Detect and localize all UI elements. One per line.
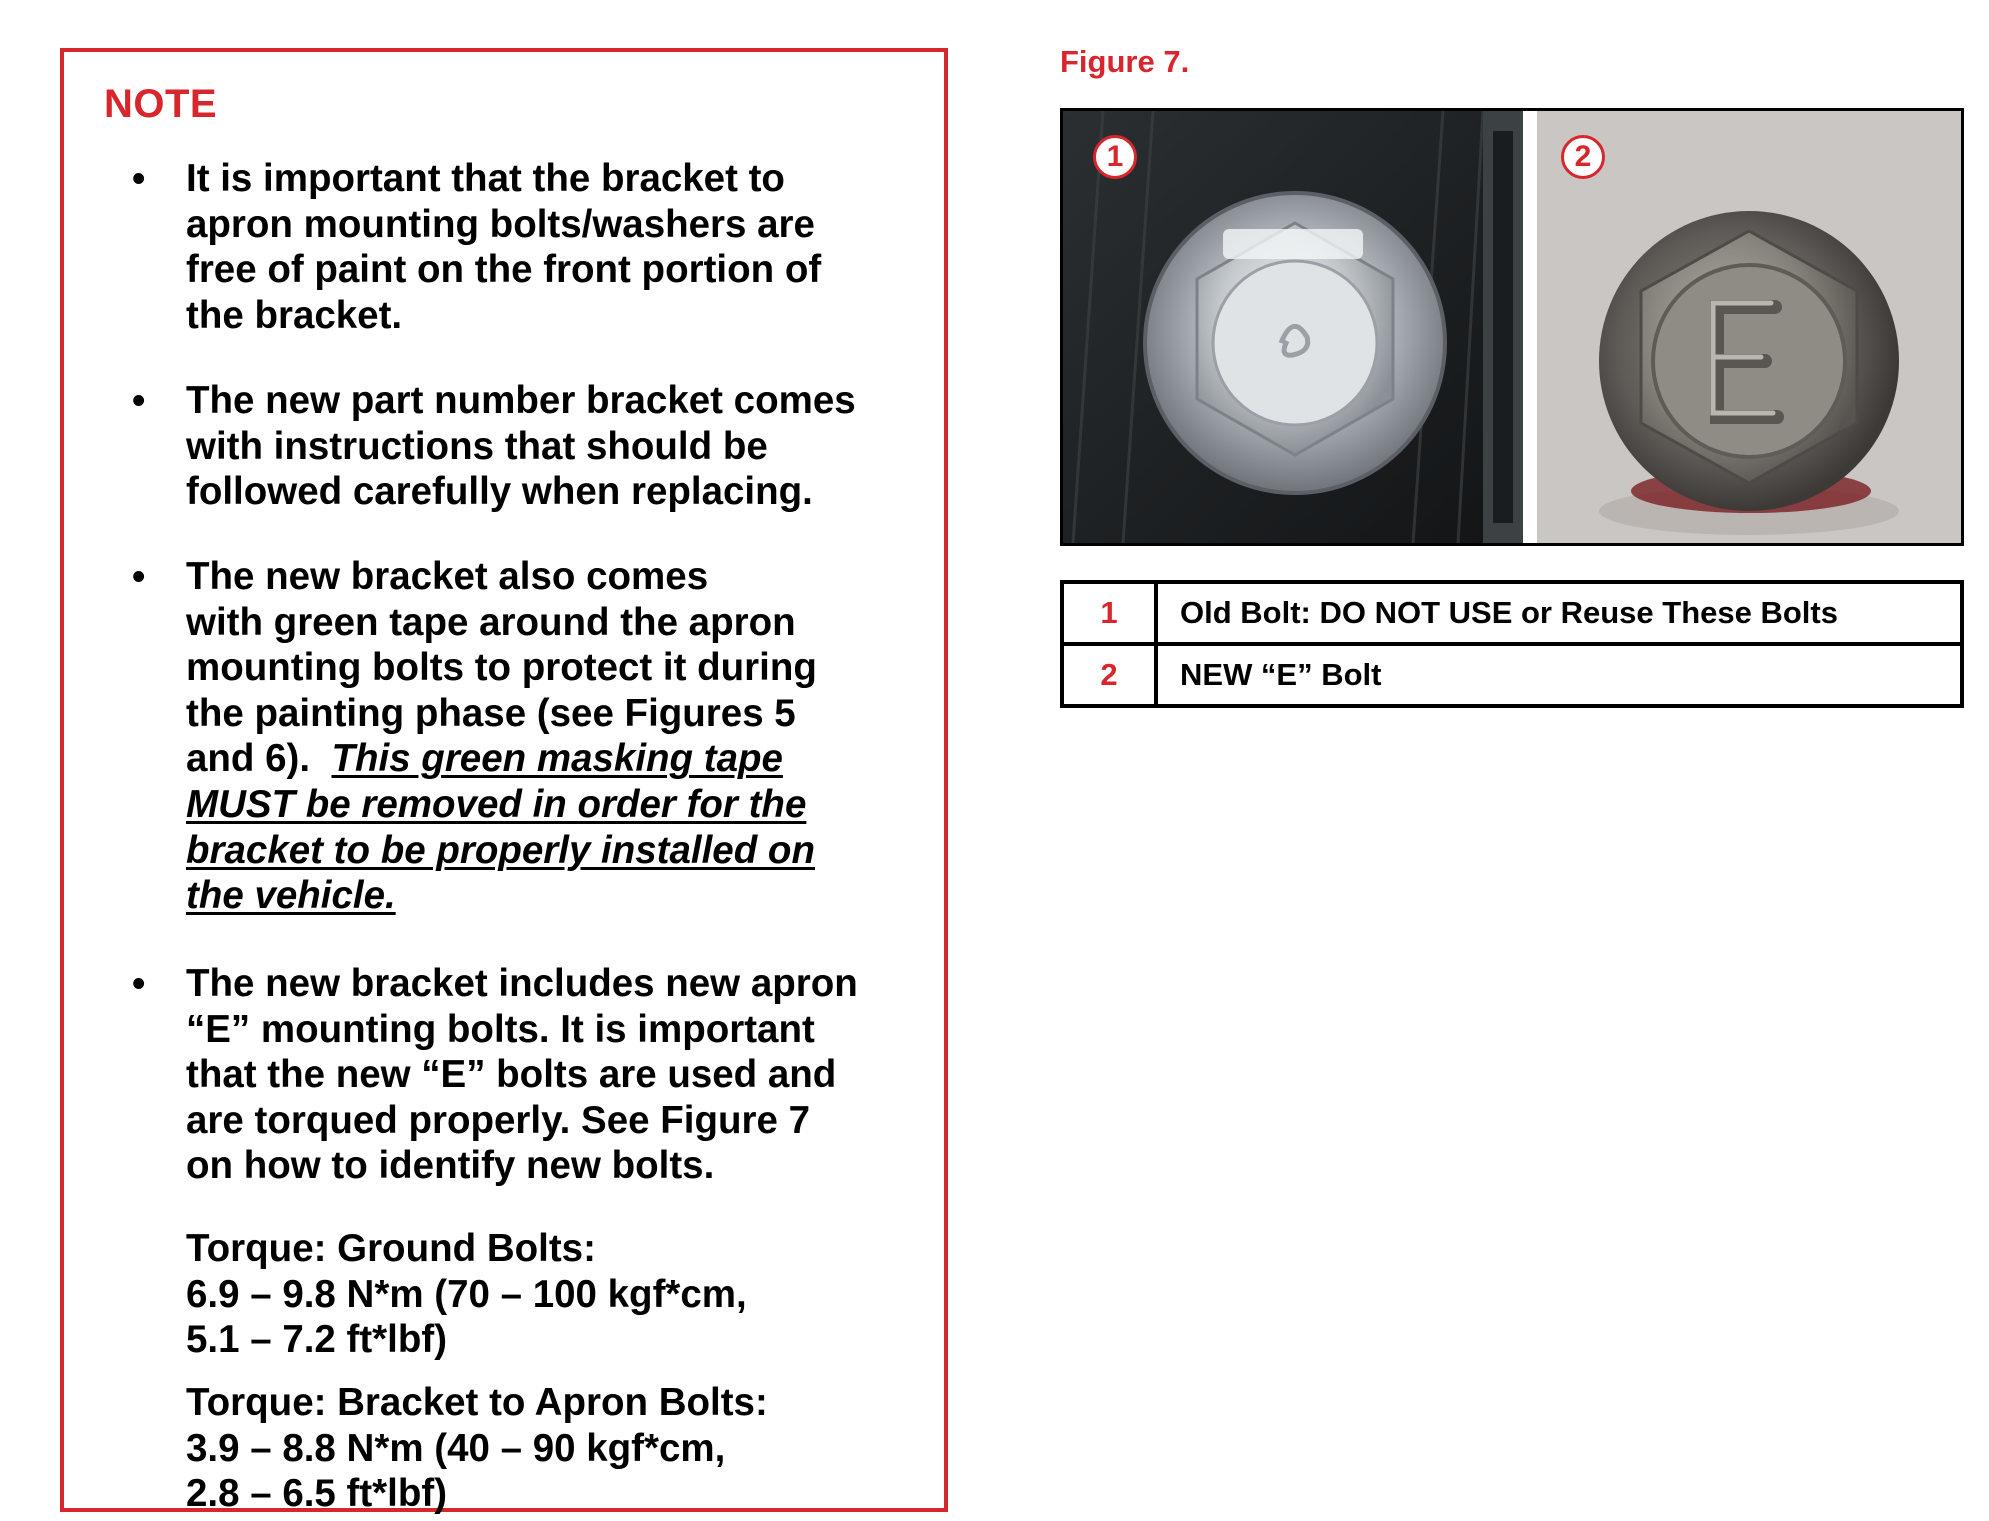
callout-1: 1 [1093,135,1137,179]
bullet-paragraph-instructions [186,378,856,515]
note-box [60,48,948,1516]
text-line [186,873,817,919]
table-row [1062,644,1962,706]
legend-number: 2 [1062,644,1156,706]
text-line: 6.9 – 9.8 N*m (70 – 100 kgf*cm, [186,1272,747,1316]
legend-description: Old Bolt: DO NOT USE or Reuse These Bolts [1156,582,1962,644]
old-bolt-image [1063,111,1523,543]
note-title: NOTE [104,82,218,126]
bullet-marker: • [132,158,146,200]
text-line [186,828,817,874]
legend-description: NEW “E” Bolt [1156,644,1962,706]
bullet-marker: • [132,556,146,598]
figure-legend-table [1060,580,1964,708]
new-e-bolt-photo [1537,111,1961,543]
figure-title: Figure 7. [1060,44,1190,79]
text-line: mounting bolts to protect it during [186,646,817,690]
text-line: The new bracket includes new apron [186,962,858,1005]
bullet-paragraph-paint-free [186,156,821,338]
text-line: apron mounting bolts/washers are [186,202,815,246]
text-line: 2.8 – 6.5 ft*lbf) [186,1472,448,1516]
emphasis-text: This green masking tape [331,737,783,781]
text-line: Torque: Ground Bolts: [186,1227,596,1270]
emphasis-text: MUST be removed in order for the [186,782,807,826]
text-line: followed carefully when replacing. [186,470,813,514]
text-line: the painting phase (see Figures 5 [186,691,796,735]
text-line [186,782,817,828]
bullet-paragraph-green-tape [186,554,817,919]
text-line: Torque: Bracket to Apron Bolts: [186,1381,768,1424]
text-line: 3.9 – 8.8 N*m (40 – 90 kgf*cm, [186,1426,726,1470]
legend-number: 1 [1062,582,1156,644]
text-line: that the new “E” bolts are used and [186,1053,837,1097]
bullet-paragraph-e-bolts [186,961,858,1189]
text-line [186,736,817,782]
figure-frame [1060,108,1964,546]
text-line: the bracket. [186,293,403,337]
text-line: 5.1 – 7.2 ft*lbf) [186,1318,448,1362]
text-segment: and 6). [186,737,332,781]
text-line: It is important that the bracket to [186,157,785,200]
emphasis-text: the vehicle. [186,874,396,918]
text-line: with green tape around the apron [186,600,796,644]
bullet-marker: • [132,963,146,1005]
text-line: The new bracket also comes [186,555,709,598]
torque-ground-bolts [186,1226,747,1363]
text-line: on how to identify new bolts. [186,1144,715,1188]
callout-2: 2 [1561,135,1605,179]
text-line: are torqued properly. See Figure 7 [186,1098,811,1142]
table-row [1062,582,1962,644]
text-line: with instructions that should be [186,424,768,468]
bullet-marker: • [132,380,146,422]
text-line: The new part number bracket comes [186,379,856,422]
text-line: free of paint on the front portion of [186,248,822,292]
text-line: “E” mounting bolts. It is important [186,1007,815,1051]
torque-bracket-bolts [186,1380,768,1517]
old-bolt-photo [1063,111,1523,543]
new-e-bolt-image [1537,111,1961,543]
emphasis-text: bracket to be properly installed on [186,828,815,872]
